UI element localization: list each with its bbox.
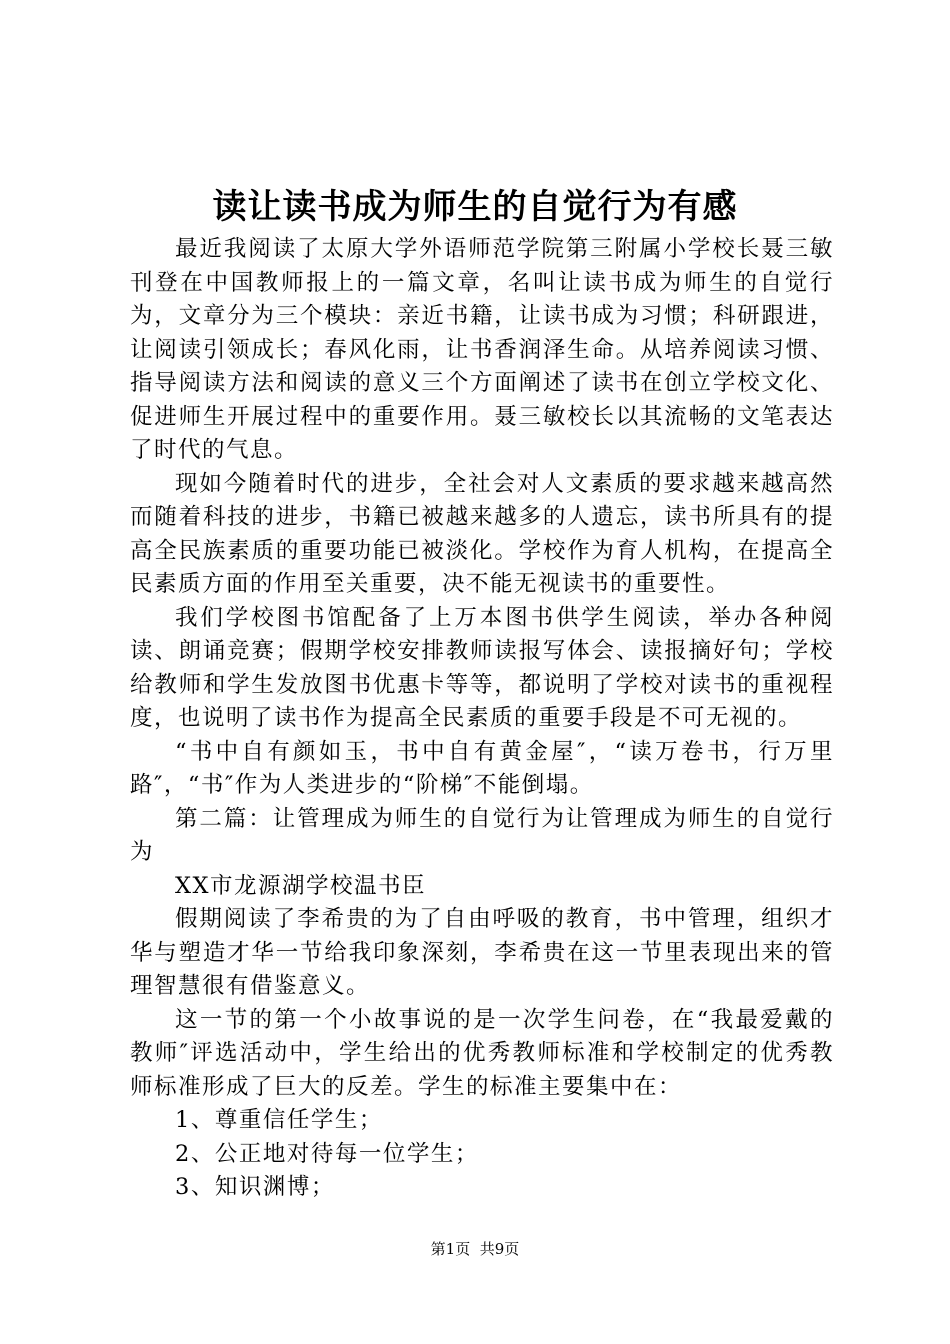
paragraph: 最近我阅读了太原大学外语师范学院第三附属小学校长聂三敏刊登在中国教师报上的一篇文章，名叫让读书成为师生的自觉行为，文章分为三个模块：亲近书籍，让读书成为习惯；科研跟进，让阅读引领成长；春风化雨，让书香润泽生命。从培养阅读习惯、指导阅读方法和阅读的意义三个方面阐述了读书在创立学校文化、促进师生开展过程中的重要作用。聂三敏校长以其流畅的文笔表达了时代的气息。	[130, 236, 834, 463]
list-item: 3、知识渊博；	[175, 1174, 335, 1200]
paragraph: 我们学校图书馆配备了上万本图书供学生阅读，举办各种阅读、朗诵竞赛；假期学校安排教师读报写体会、读报摘好句；学校给教师和学生发放图书优惠卡等等，都说明了学校对读书的重视程度，也说明了读书作为提高全民素质的重要手段是不可无视的。	[130, 604, 834, 731]
list-item: 2、公正地对待每一位学生；	[175, 1140, 479, 1167]
document-body	[130, 233, 834, 1205]
paragraph: 现如今随着时代的进步，全社会对人文素质的要求越来越高然而随着科技的进步，书籍已被越来越多的人遗忘，读书所具有的提高全民族素质的重要功能已被淡化。学校作为育人机构，在提高全民素质方面的作用至关重要，决不能无视读书的重要性。	[130, 470, 834, 597]
paragraph: 这一节的第一个小故事说的是一次学生问卷，在“我最爱戴的教师″评选活动中，学生给出的优秀教师标准和学校制定的优秀教师标准形成了巨大的反差。学生的标准主要集中在：	[130, 1006, 834, 1100]
paragraph: 假期阅读了李希贵的为了自由呼吸的教育，书中管理，组织才华与塑造才华一节给我印象深刻，李希贵在这一节里表现出来的管理智慧很有借鉴意义。	[130, 906, 834, 999]
page-total: 共9页	[479, 1240, 520, 1258]
page-footer	[0, 1239, 950, 1259]
document-title: 读让读书成为师生的自觉行为有感	[212, 187, 738, 227]
author-line: XX市龙源湖学校温书臣	[175, 872, 427, 899]
section-heading: 第二篇：让管理成为师生的自觉行为让管理成为师生的自觉行为	[130, 805, 834, 865]
list-item: 1、尊重信任学生；	[175, 1107, 383, 1133]
page-number: 第1页	[430, 1240, 471, 1258]
paragraph: “书中自有颜如玉，书中自有黄金屋″，“读万卷书，行万里路″，“书″作为人类进步的“阶梯″不能倒塌。	[130, 738, 834, 798]
